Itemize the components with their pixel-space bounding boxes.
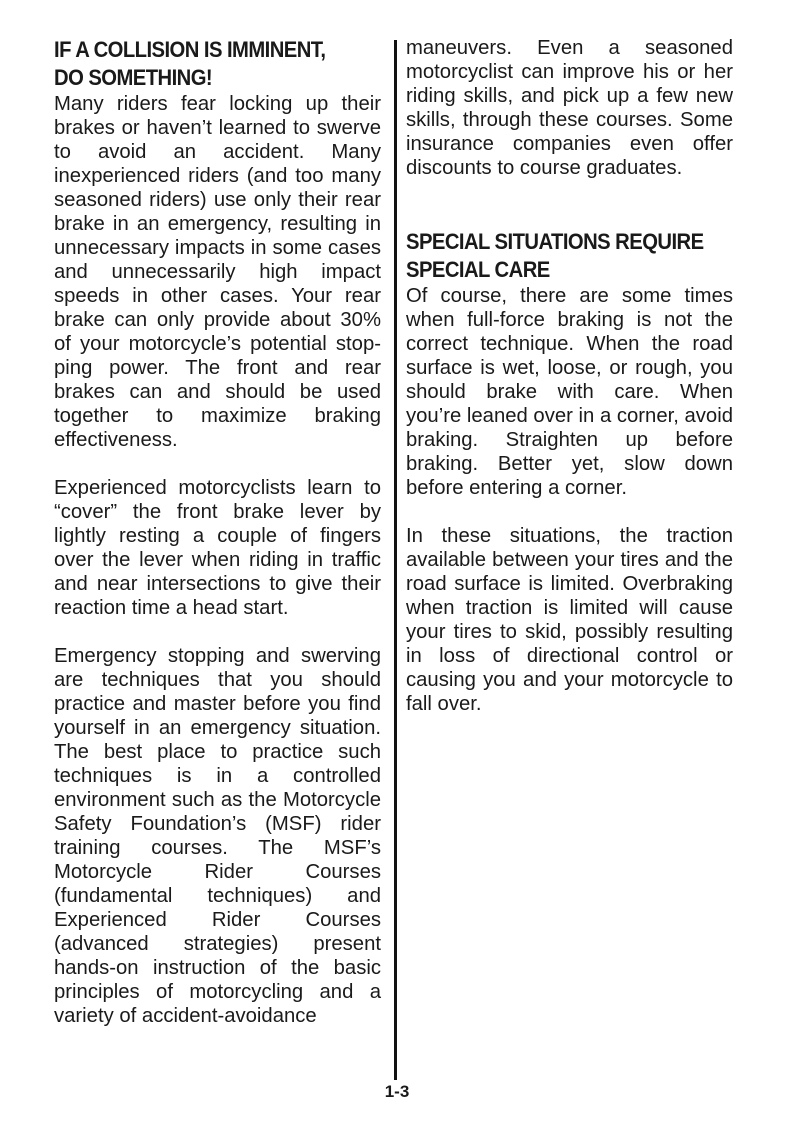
special-situations-heading-line2: SPECIAL CARE [406, 257, 550, 282]
special-situations-heading [406, 228, 707, 284]
locking-brakes-paragraph: Many riders fear locking up their brakes or haven’t learned to swerve to avoid an accident. Many inexperienced riders (and too many seasoned riders) use only their rear brake in an emergency, resulting in unnecessary impacts in some cases and unnecessarily high impact speeds in other cases. Your rear brake can only provide about 30% of your motorcycle’s potential stopping power. The front and rear brakes can and should be used together to maximize braking effectiveness. [54, 93, 381, 451]
column-divider [394, 40, 397, 1080]
emergency-practice-paragraph: Emergency stopping and swerving are techniques that you should practice and master before you find yourself in an emergency situation. The best place to practice such techniques is in a controlled environment such as the Motorcycle Safety Foundation’s (MSF) rider training courses. The MSF’s Motorcycle Rider Courses (fundamental techniques) and Experienced Rider Courses (advanced strategies) present hands-on instruction of the basic principles of motorcycling and a variety of accident-avoidance [54, 645, 381, 1027]
paragraph-spacer [406, 500, 733, 524]
limited-traction-paragraph: In these situations, the traction available between your tires and the road surface is limited. Overbraking when traction is limited will cause your tires to skid, possibly resulting in loss of directional control or causing you and your motorcycle to fall over. [406, 525, 733, 715]
collision-heading-line1: IF A COLLISION IS IMMINENT, [54, 37, 326, 62]
special-situations-heading-line1: SPECIAL SITUATIONS REQUIRE [406, 229, 704, 254]
section-spacer [406, 180, 733, 228]
left-column [54, 36, 381, 1028]
cover-brake-paragraph: Experienced motorcyclists learn to “cover” the front brake lever by lightly resting a couple of fingers over the lever when riding in traffic and near intersections to give their reaction time a head start. [54, 477, 381, 619]
collision-heading-line2: DO SOMETHING! [54, 65, 213, 90]
paragraph-spacer [54, 620, 381, 644]
collision-heading [54, 36, 355, 92]
paragraph-spacer [54, 452, 381, 476]
page-number: 1-3 [384, 1082, 410, 1101]
braking-with-care-paragraph: Of course, there are some times when full-force braking is not the correct technique. When the road surface is wet, loose, or rough, you should brake with care. When you’re leaned over in a corner, avoid braking. Straighten up before braking. Better yet, slow down before entering a corner. [406, 285, 733, 499]
courses-continued-paragraph: maneuvers. Even a seasoned motorcyclist can improve his or her riding skills, and pick up a few new skills, through these courses. Some insurance companies even offer discounts to course graduates. [406, 37, 733, 179]
right-column [406, 36, 733, 716]
